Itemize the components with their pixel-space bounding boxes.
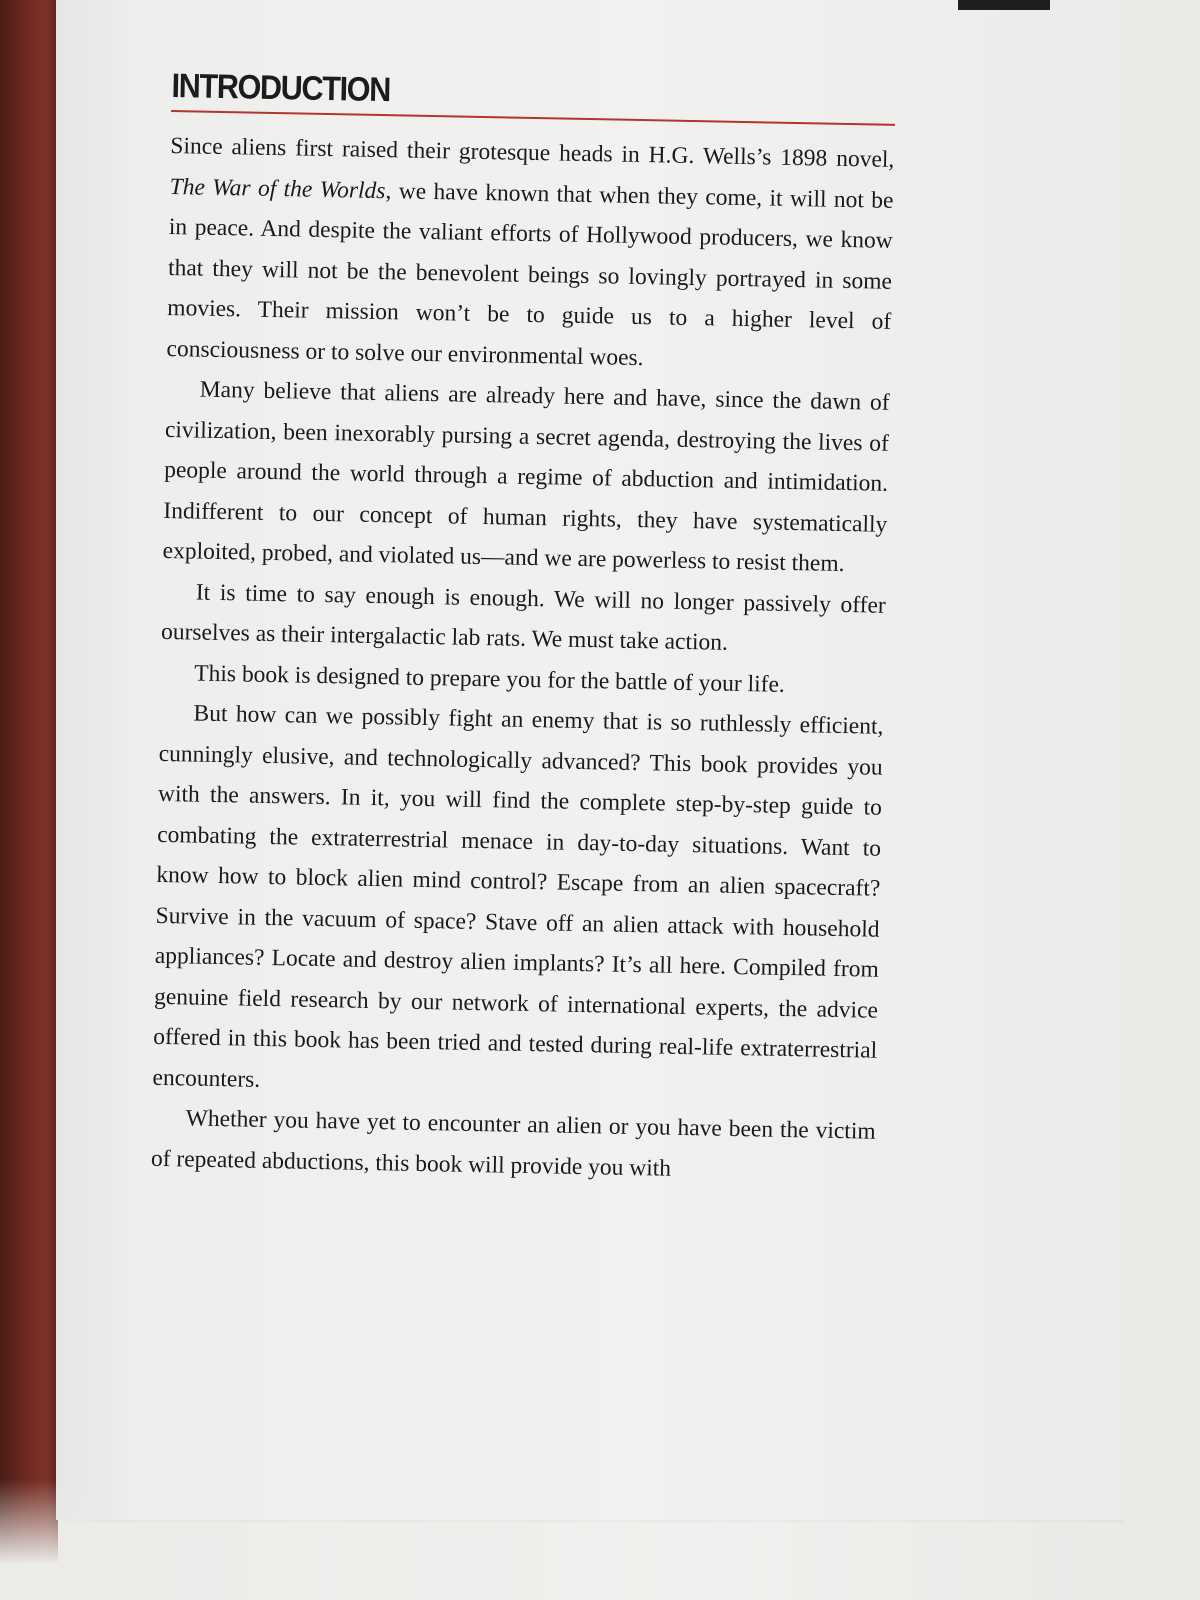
book-title-italic: The War of the Worlds xyxy=(169,173,386,204)
paragraph-3: It is time to say enough is enough. We will no longer passively offer ourselves as their intergalactic lab rats. We must take action. xyxy=(160,579,886,656)
paragraph-1 xyxy=(166,126,895,383)
cover-shadow xyxy=(0,1480,90,1600)
book-cover-edge xyxy=(0,0,58,1600)
facing-page-tab xyxy=(958,0,1050,10)
paragraph-4: This book is designed to prepare you for the battle of your life. xyxy=(194,660,786,698)
chapter-heading: INTRODUCTION xyxy=(171,66,391,110)
page-stack-edge xyxy=(1124,0,1200,1600)
paragraph-6: Whether you have yet to encounter an alien or you have been the victim of repeated abductions, this book will provide you with xyxy=(150,1105,876,1182)
paragraph-2: Many believe that aliens are already here and have, since the dawn of civilization, been inexorably pursing a secret agenda, destroying the lives of people around the world through a regime of abduction and intimidation. Indifferent to our concept of human rights, they have systematically exploited, probed, and violated us—and we are powerless to resist them. xyxy=(162,376,890,578)
page-content xyxy=(151,64,962,1194)
paragraph-1-text-b: , we have known that when they come, it will not be in peace. And despite the valiant efforts of Hollywood producers, we know that they will not be the benevolent beings so lovingly portrayed in some movies. Their mission won’t be to guide us to a higher level of consciousness or to solve our environmental woes. xyxy=(166,177,894,371)
paragraph-5: But how can we possibly fight an enemy that is so ruthlessly efficient, cunningly elusive, and technologically advanced? This book provides you with the answers. In it, you will find the complete step-by-step guide to combating the extraterrestrial menace in day-to-day situations. Want to know how to block alien mind control? Escape from an alien spacecraft? Survive in the vacuum of space? Stave off an alien attack with household appliances? Locate and destroy alien implants? It’s all here. Compiled from genuine field research by our network of international experts, the advice offered in this book has been tried and tested during real-life extraterrestrial encounters. xyxy=(152,700,884,1093)
paragraph-1-text-a: Since aliens first raised their grotesque heads in H.G. Wells’s 1898 novel, xyxy=(170,132,895,173)
